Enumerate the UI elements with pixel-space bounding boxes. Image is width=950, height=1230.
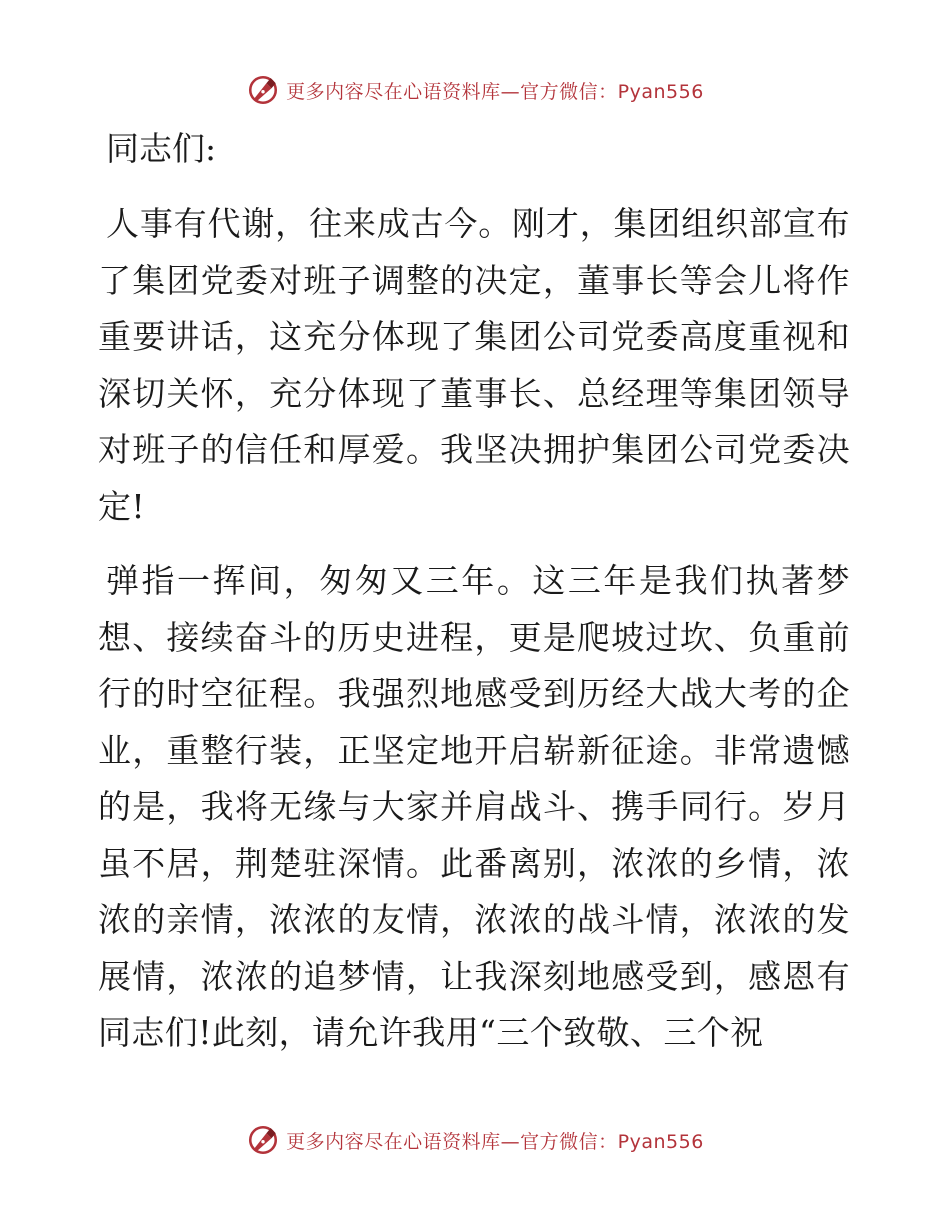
pen-nib-logo-icon [246, 1123, 280, 1157]
header-banner-text: 更多内容尽在心语资料库—官方微信：Pyan556 [286, 80, 704, 103]
document-body [98, 124, 850, 1079]
paragraph-1: 人事有代谢，往来成古今。刚才，集团组织部宣布了集团党委对班子调整的决定，董事长等会儿将作重要讲话，这充分体现了集团公司党委高度重视和深切关怀，充分体现了董事长、总经理等集团领导对班子的信任和厚爱。我坚决拥护集团公司党委决定! [98, 204, 850, 526]
footer-banner [0, 1120, 950, 1160]
pen-nib-logo-icon [246, 73, 280, 107]
salutation: 同志们: [106, 129, 217, 168]
header-banner [0, 70, 950, 110]
footer-banner-text: 更多内容尽在心语资料库—官方微信：Pyan556 [286, 1130, 704, 1153]
paragraph-2: 弹指一挥间，匆匆又三年。这三年是我们执著梦想、接续奋斗的历史进程，更是爬坡过坎、负重前行的时空征程。我强烈地感受到历经大战大考的企业，重整行装，正坚定地开启崭新征途。非常遗憾的是，我将无缘与大家并肩战斗、携手同行。岁月虽不居，荆楚驻深情。此番离别，浓浓的乡情，浓浓的亲情，浓浓的友情，浓浓的战斗情，浓浓的发展情，浓浓的追梦情，让我深刻地感受到，感恩有同志们!此刻，请允许我用“三个致敬、三个祝 [98, 561, 850, 1052]
